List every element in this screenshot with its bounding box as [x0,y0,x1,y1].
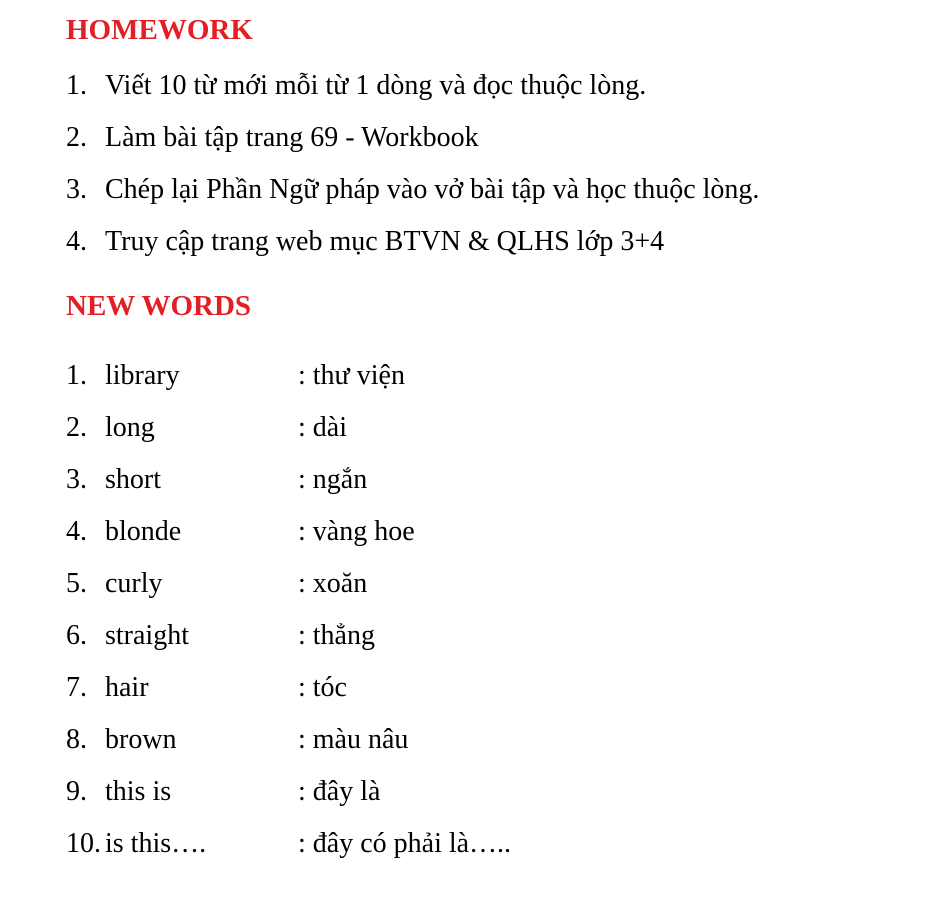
vocab-meaning: : màu nâu [298,724,409,755]
vocab-row [66,362,405,394]
vocab-row [66,570,367,602]
vocab-row [66,414,347,446]
vocab-number: 10. [66,828,101,859]
vocab-meaning: : dài [298,412,347,443]
vocab-number: 8. [66,724,87,755]
vocab-number: 4. [66,516,87,547]
vocab-word: straight [105,620,189,651]
vocab-meaning: : đây là [298,776,381,807]
vocab-number: 3. [66,464,87,495]
vocab-row [66,778,380,810]
homework-item [66,228,664,260]
vocab-meaning: : tóc [298,672,347,703]
vocab-row [66,466,367,498]
homework-heading: HOMEWORK [66,14,253,46]
vocab-word: hair [105,672,149,703]
vocab-meaning: : ngắn [298,464,368,495]
vocab-meaning: : thư viện [298,360,405,391]
vocab-number: 6. [66,620,87,651]
vocab-word: blonde [105,516,182,547]
homework-item-text: Chép lại Phần Ngữ pháp vào vở bài tập và học thuộc lòng. [105,174,760,205]
vocab-word: library [105,360,180,391]
homework-item-number: 1. [66,70,87,101]
vocab-number: 7. [66,672,87,703]
vocab-meaning: : xoăn [298,568,368,599]
vocab-number: 2. [66,412,87,443]
vocab-word: short [105,464,161,495]
new-words-heading: NEW WORDS [66,290,252,322]
vocab-number: 5. [66,568,87,599]
vocab-word: this is [105,776,172,807]
homework-item-number: 2. [66,122,87,153]
homework-item-text: Truy cập trang web mục BTVN & QLHS lớp 3+4 [105,226,665,257]
homework-item [66,124,479,156]
homework-item [66,176,759,208]
homework-item-number: 4. [66,226,87,257]
homework-item-number: 3. [66,174,87,205]
vocab-number: 1. [66,360,87,391]
vocab-word: brown [105,724,177,755]
vocab-meaning: : đây có phải là….. [298,828,512,859]
vocab-word: is this…. [105,828,207,859]
vocab-row [66,830,511,862]
vocab-row [66,674,347,706]
homework-item-text: Làm bài tập trang 69 - Workbook [105,122,479,153]
vocab-row [66,726,408,758]
vocab-word: curly [105,568,163,599]
vocab-meaning: : thẳng [298,620,375,651]
vocab-row [66,518,415,550]
homework-item [66,72,646,104]
vocab-word: long [105,412,155,443]
vocab-meaning: : vàng hoe [298,516,415,547]
vocab-number: 9. [66,776,87,807]
vocab-row [66,622,375,654]
homework-item-text: Viết 10 từ mới mỗi từ 1 dòng và đọc thuộc lòng. [105,70,647,101]
